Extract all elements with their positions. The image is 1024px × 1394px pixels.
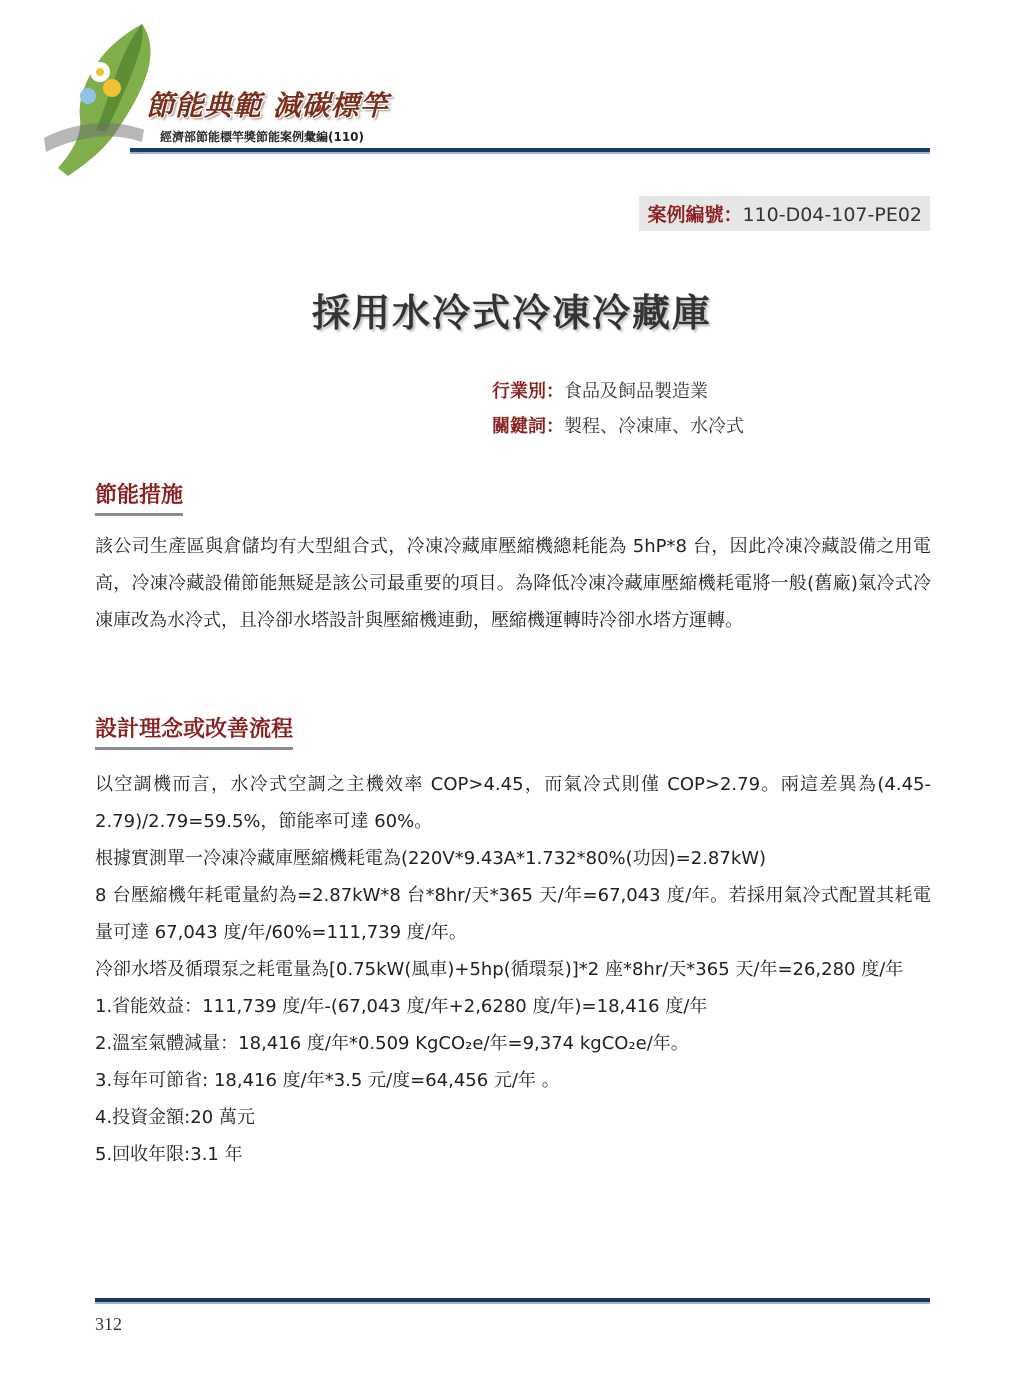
design-line: 5.回收年限:3.1 年: [95, 1144, 243, 1165]
keywords-label: 關鍵詞：: [492, 416, 564, 437]
measures-paragraph: 該公司生產區與倉儲均有大型組合式，冷凍冷藏庫壓縮機總耗能為 5hP*8 台，因此冷凍冷藏設備之用電高，冷凍冷藏設備節能無疑是該公司最重要的項目。為降低冷凍冷藏庫壓縮機耗電將一般(舊廠)氣冷式冷凍庫改為水冷式，且冷卻水塔設計與壓縮機連動，壓縮機運轉時冷卻水塔方運轉。: [95, 536, 931, 631]
industry-value: 食品及飼品製造業: [564, 381, 708, 402]
design-line: 冷卻水塔及循環泵之耗電量為[0.75kW(風車)+5hp(循環泵)]*2 座*8hr/天*365 天/年=26,280 度/年: [95, 959, 904, 980]
header-rule: [130, 148, 930, 154]
design-line: 根據實測單一冷凍冷藏庫壓縮機耗電為(220V*9.43A*1.732*80%(功因)=2.87kW): [95, 848, 767, 869]
design-line: 8 台壓縮機年耗電量約為=2.87kW*8 台*8hr/天*365 天/年=67,043 度/年。若採用氣冷式配置其耗電量可達 67,043 度/年/60%=111,739 度/年。: [95, 885, 931, 943]
industry-row: [492, 377, 708, 403]
keywords-value: 製程、冷凍庫、水冷式: [564, 416, 744, 437]
design-line: 3.每年可節省: 18,416 度/年*3.5 元/度=64,456 元/年 。: [95, 1070, 560, 1091]
page-number: 312: [95, 1314, 122, 1334]
document-title: 採用水冷式冷凍冷藏庫: [311, 291, 712, 335]
case-number-box: [639, 196, 930, 231]
footer-rule: [95, 1298, 930, 1304]
design-line: 1.省能效益：111,739 度/年-(67,043 度/年+2,6280 度/年)=18,416 度/年: [95, 996, 708, 1017]
design-line: 以空調機而言，水冷式空調之主機效率 COP>4.45，而氣冷式則僅 COP>2.79。兩這差異為(4.45-2.79)/2.79=59.5%，節能率可達 60%。: [95, 774, 931, 832]
case-number-value: 110-D04-107-PE02: [742, 204, 922, 226]
section-heading-measures: 節能措施: [95, 478, 183, 516]
section-heading-design: 設計理念或改善流程: [95, 712, 293, 750]
section-body-measures: [95, 528, 931, 639]
design-line: 2.溫室氣體減量：18,416 度/年*0.509 KgCO₂e/年=9,374 kgCO₂e/年。: [95, 1033, 689, 1054]
brand-title: 節能典範 減碳標竿: [146, 89, 389, 122]
design-line: 4.投資金額:20 萬元: [95, 1107, 255, 1128]
case-number-label: 案例編號：: [647, 204, 743, 226]
industry-label: 行業別：: [492, 381, 564, 402]
keywords-row: [492, 412, 744, 438]
brand-subtitle: 經濟部節能標竿獎節能案例彙編(110): [160, 130, 365, 144]
section-body-design: [95, 766, 931, 1173]
